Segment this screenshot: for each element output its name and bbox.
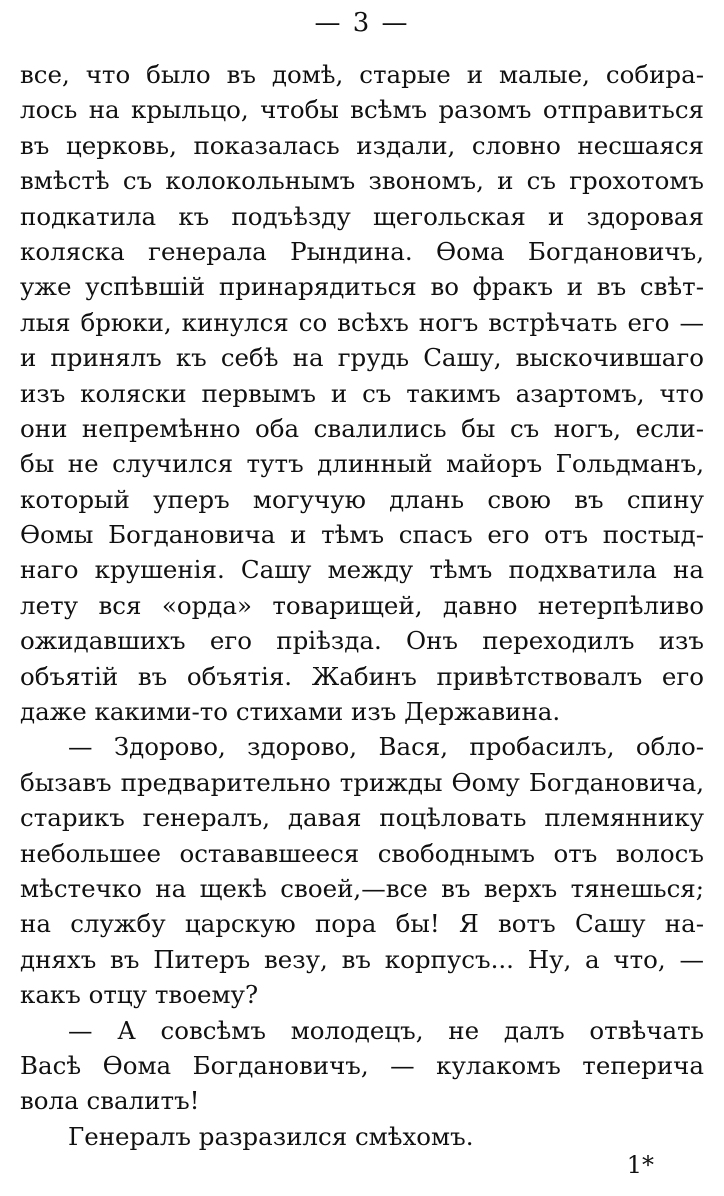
- text-line: лось на крыльцо, чтобы всѣмъ разомъ отправиться: [20, 95, 704, 125]
- text-line: какъ отцу твоему?: [20, 980, 259, 1010]
- text-line: коляска генерала Рындина. Ѳома Богдановичъ,: [20, 236, 704, 266]
- text-line: ожидавшихъ его пріѣзда. Онъ переходилъ изъ: [20, 626, 704, 656]
- text-line: и принялъ къ себѣ на грудь Сашу, выскочившаго: [20, 343, 704, 373]
- text-line: вмѣстѣ съ колокольнымъ звономъ, и съ грохотомъ: [20, 166, 704, 196]
- text-line: все, что было въ домѣ, старые и малые, собира-: [20, 60, 704, 89]
- text-line: Генералъ разразился смѣхомъ.: [68, 1121, 474, 1151]
- text-line: подкатила къ подъѣзду щегольская и здоровая: [20, 201, 704, 231]
- text-line: лету вся «орда» товарищей, давно нетерпѣливо: [20, 590, 704, 620]
- text-line: въ церковь, показалась издали, словно несшаяся: [20, 130, 704, 160]
- text-line: — А совсѣмъ молодецъ, не далъ отвѣчать: [68, 1015, 704, 1045]
- page-number: — 3 —: [314, 8, 410, 38]
- text-line: бызавъ предварительно трижды Ѳому Богдановича,: [20, 767, 704, 797]
- text-line: изъ коляски первымъ и съ такимъ азартомъ, что: [20, 378, 704, 408]
- text-line: Васѣ Ѳома Богдановичъ, — кулакомъ теперича: [20, 1050, 704, 1080]
- signature-mark: 1*: [626, 1151, 654, 1179]
- text-line: который уперъ могучую длань свою въ спину: [20, 484, 704, 514]
- text-line: бы не случился тутъ длинный майоръ Гольдманъ,: [20, 449, 704, 479]
- text-line: дняхъ въ Питеръ везу, въ корпусъ... Ну, а что, —: [20, 944, 704, 974]
- text-line: они непремѣнно оба свалились бы съ ногъ, если-: [20, 413, 704, 443]
- text-line: лыя брюки, кинулся со всѣхъ ногъ встрѣчать его —: [20, 307, 704, 337]
- text-line: наго крушенія. Сашу между тѣмъ подхватила на: [20, 555, 704, 585]
- text-line: уже успѣвшій принарядиться во фракъ и въ свѣт-: [20, 272, 704, 302]
- text-line: — Здорово, здорово, Вася, пробасилъ, обло-: [68, 732, 704, 762]
- text-line: объятій въ объятія. Жабинъ привѣтствовалъ его: [20, 661, 704, 691]
- text-line: мѣстечко на щекѣ своей,—все въ верхъ тянешься;: [20, 873, 704, 903]
- text-line: на службу царскую пора бы! Я вотъ Сашу на-: [20, 909, 704, 939]
- text-line: Ѳомы Богдановича и тѣмъ спасъ его отъ постыд-: [20, 520, 704, 550]
- text-line: небольшее остававшееся свободнымъ отъ волосъ: [20, 838, 704, 868]
- text-body: [20, 57, 704, 1154]
- text-line: даже какими-то стихами изъ Державина.: [20, 697, 561, 727]
- text-line: вола свалитъ!: [20, 1086, 200, 1116]
- text-line: старикъ генералъ, давая поцѣловать племяннику: [20, 803, 704, 833]
